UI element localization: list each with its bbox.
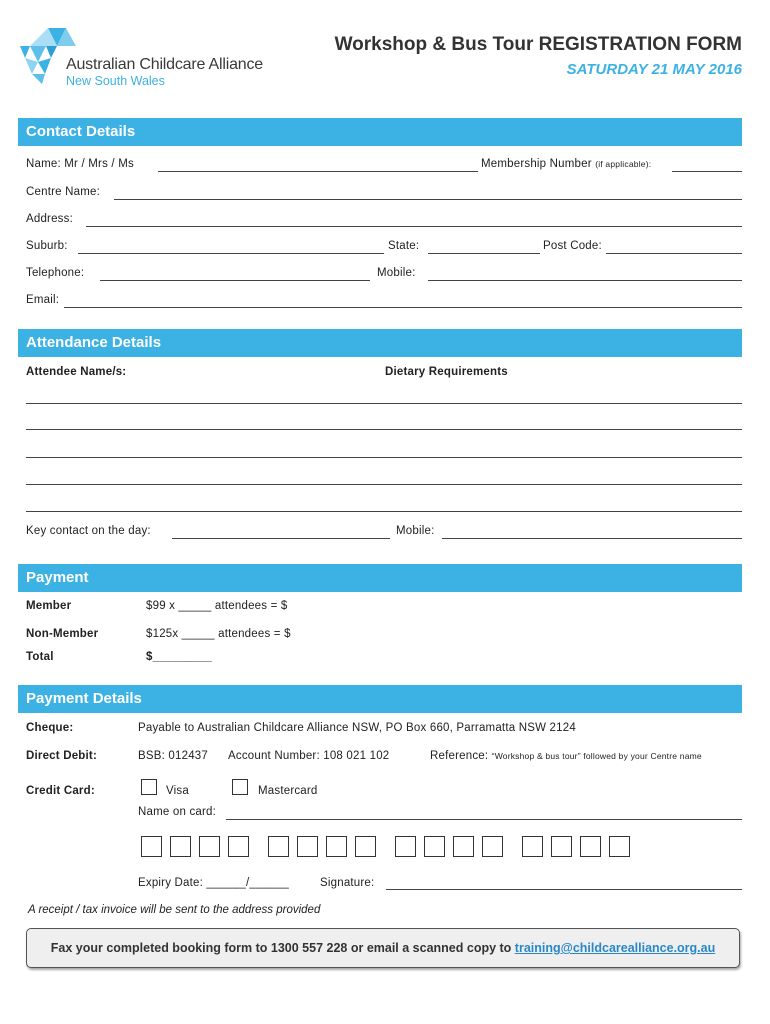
- mobile-label: Mobile:: [377, 267, 416, 279]
- mastercard-label: Mastercard: [258, 785, 318, 797]
- centre-field[interactable]: [114, 199, 742, 200]
- email-label: Email:: [26, 294, 60, 306]
- mobile-field[interactable]: [428, 280, 742, 281]
- expiry-label[interactable]: Expiry Date: ______/______: [138, 877, 289, 889]
- section-payment-details-heading: Payment Details: [18, 685, 742, 713]
- membership-note: (if applicable):: [595, 159, 652, 169]
- page-title: Workshop & Bus Tour REGISTRATION FORM: [334, 34, 742, 55]
- nonmember-label: Non-Member: [26, 628, 99, 640]
- email-link[interactable]: training@childcarealliance.org.au: [514, 941, 716, 955]
- suburb-field[interactable]: [78, 253, 384, 254]
- card-digit-box[interactable]: [395, 836, 416, 857]
- nonmember-price: $125x _____ attendees = $: [146, 628, 291, 640]
- dietary-label: Dietary Requirements: [385, 366, 508, 378]
- account-text: Account Number: 108 021 102: [228, 750, 390, 762]
- card-digit-box[interactable]: [453, 836, 474, 857]
- card-digit-box[interactable]: [482, 836, 503, 857]
- centre-label: Centre Name:: [26, 186, 100, 198]
- telephone-field[interactable]: [100, 280, 370, 281]
- attendee-line[interactable]: [26, 457, 742, 458]
- card-digit-box[interactable]: [580, 836, 601, 857]
- name-on-card-label: Name on card:: [138, 806, 217, 818]
- reference-label: Reference: “Workshop & bus tour” followed by your Centre name: [430, 750, 702, 762]
- org-state: New South Wales: [66, 74, 165, 88]
- key-mobile-label: Mobile:: [396, 525, 435, 537]
- attendee-line[interactable]: [26, 511, 742, 512]
- card-digit-box[interactable]: [424, 836, 445, 857]
- attendee-line[interactable]: [26, 403, 742, 404]
- credit-card-label: Credit Card:: [26, 785, 95, 797]
- section-attendance-heading: Attendance Details: [18, 329, 742, 357]
- card-digit-box[interactable]: [170, 836, 191, 857]
- total-value: $_________: [146, 651, 212, 663]
- card-digit-box[interactable]: [268, 836, 289, 857]
- name-label: Name: Mr / Mrs / Ms: [26, 158, 134, 170]
- card-digit-box[interactable]: [355, 836, 376, 857]
- telephone-label: Telephone:: [26, 267, 85, 279]
- name-on-card-field[interactable]: [226, 819, 742, 820]
- page-subtitle: SATURDAY 21 MAY 2016: [566, 61, 742, 78]
- section-payment-heading: Payment: [18, 564, 742, 592]
- address-label: Address:: [26, 213, 73, 225]
- postcode-label: Post Code:: [543, 240, 602, 252]
- attendee-line[interactable]: [26, 429, 742, 430]
- direct-debit-label: Direct Debit:: [26, 750, 97, 762]
- org-name: Australian Childcare Alliance: [66, 56, 263, 73]
- membership-label: Membership Number (if applicable):: [481, 158, 652, 170]
- fax-email-banner: [26, 928, 740, 968]
- key-contact-field[interactable]: [172, 538, 390, 539]
- fax-text: Fax your completed booking form to 1300 557 228 or email a scanned copy to: [50, 941, 512, 955]
- email-field[interactable]: [64, 307, 742, 308]
- visa-checkbox[interactable]: [141, 779, 157, 795]
- name-field[interactable]: [158, 171, 478, 172]
- total-label: Total: [26, 651, 54, 663]
- member-label: Member: [26, 600, 72, 612]
- cheque-text: Payable to Australian Childcare Alliance NSW, PO Box 660, Parramatta NSW 2124: [138, 722, 576, 734]
- mastercard-checkbox[interactable]: [232, 779, 248, 795]
- attendee-line[interactable]: [26, 484, 742, 485]
- postcode-field[interactable]: [606, 253, 742, 254]
- signature-field[interactable]: [386, 889, 742, 890]
- card-digit-box[interactable]: [297, 836, 318, 857]
- card-digit-box[interactable]: [199, 836, 220, 857]
- card-digit-box[interactable]: [326, 836, 347, 857]
- card-digit-box[interactable]: [141, 836, 162, 857]
- suburb-label: Suburb:: [26, 240, 68, 252]
- card-digit-box[interactable]: [228, 836, 249, 857]
- key-contact-label: Key contact on the day:: [26, 525, 151, 537]
- card-digit-box[interactable]: [522, 836, 543, 857]
- key-mobile-field[interactable]: [442, 538, 742, 539]
- visa-label: Visa: [166, 785, 189, 797]
- state-field[interactable]: [428, 253, 540, 254]
- receipt-note: A receipt / tax invoice will be sent to the address provided: [28, 904, 321, 916]
- attendee-label: Attendee Name/s:: [26, 366, 127, 378]
- card-digit-box[interactable]: [551, 836, 572, 857]
- section-contact-heading: Contact Details: [18, 118, 742, 146]
- reference-text: “Workshop & bus tour” followed by your Centre name: [491, 751, 702, 761]
- state-label: State:: [388, 240, 420, 252]
- cheque-label: Cheque:: [26, 722, 74, 734]
- member-price: $99 x _____ attendees = $: [146, 600, 288, 612]
- address-field[interactable]: [86, 226, 742, 227]
- card-digit-box[interactable]: [609, 836, 630, 857]
- signature-label: Signature:: [320, 877, 375, 889]
- membership-field[interactable]: [672, 171, 742, 172]
- bsb-text: BSB: 012437: [138, 750, 208, 762]
